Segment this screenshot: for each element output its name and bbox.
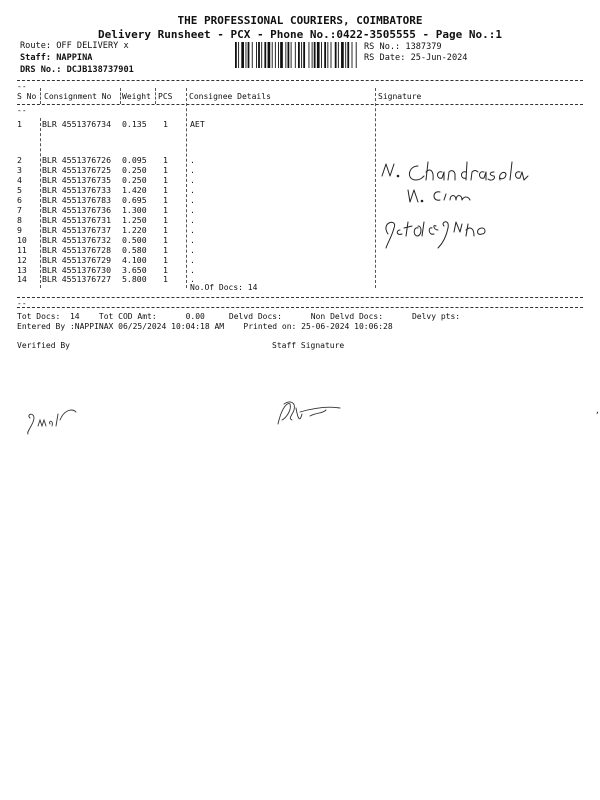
cell-weight: 0.250	[122, 175, 147, 185]
barcode-bar	[241, 42, 244, 68]
barcode-bar	[280, 42, 283, 68]
barcode-bar	[252, 42, 253, 68]
barcode-bar	[268, 42, 271, 68]
rs-number: RS No.: 1387379	[364, 42, 442, 52]
cell-consignee: .	[190, 175, 195, 185]
cell-consignment: BLR 4551376735	[42, 175, 112, 185]
cell-pcs: 1	[163, 265, 168, 275]
cell-pcs: 1	[163, 205, 168, 215]
cell-consignee: .	[190, 195, 195, 205]
barcode-bar	[288, 42, 290, 68]
barcode-bar	[246, 42, 247, 68]
handwritten-signature	[378, 118, 558, 275]
barcode-bar	[312, 42, 313, 68]
cell-consignment: BLR 4551376730	[42, 265, 112, 275]
barcode-bar	[338, 42, 339, 68]
divider-mark: --	[17, 299, 27, 308]
cell-weight: 0.135	[122, 119, 147, 129]
table-row	[17, 274, 583, 284]
cell-sno: 11	[17, 245, 27, 255]
totals-line: Tot Docs: 14 Tot COD Amt: 0.00 Delvd Docs: Non Delvd Docs: Delvy pts:	[17, 312, 461, 321]
cell-weight: 0.695	[122, 195, 147, 205]
barcode-bar	[275, 42, 276, 68]
cell-sno: 2	[17, 155, 22, 165]
barcode-bar	[278, 42, 279, 68]
col-consignee: Consignee Details	[189, 92, 271, 101]
staff-signature-label: Staff Signature	[272, 341, 345, 350]
cell-sno: 14	[17, 274, 27, 284]
cell-pcs: 1	[163, 119, 168, 129]
cell-consignee: .	[190, 265, 195, 275]
cell-weight: 1.300	[122, 205, 147, 215]
entered-by-line: Entered By :NAPPINAX 06/25/2024 10:04:18 AM Printed on: 25-06-2024 10:06:28	[17, 322, 393, 331]
cell-sno: 4	[17, 175, 22, 185]
cell-pcs: 1	[163, 195, 168, 205]
col-consignment: Consignment No	[44, 92, 112, 101]
barcode-bar	[324, 42, 326, 68]
cell-weight: 1.220	[122, 225, 147, 235]
cell-consignee: .	[190, 165, 195, 175]
edge-mark: ,	[595, 406, 600, 415]
cell-weight: 0.500	[122, 235, 147, 245]
cell-pcs: 1	[163, 185, 168, 195]
divider	[17, 307, 583, 308]
barcode	[234, 42, 359, 68]
barcode-bar	[272, 42, 273, 68]
route-label: Route: OFF DELIVERY x	[20, 41, 129, 51]
cell-weight: 4.100	[122, 255, 147, 265]
cell-pcs: 1	[163, 165, 168, 175]
cell-consignment: BLR 4551376731	[42, 215, 112, 225]
cell-consignment: BLR 4551376726	[42, 155, 112, 165]
cell-weight: 1.250	[122, 215, 147, 225]
cell-consignee: .	[190, 185, 195, 195]
runsheet-title: Delivery Runsheet - PCX - Phone No.:0422-3505555 - Page No.:1	[98, 28, 502, 41]
barcode-bar	[321, 42, 322, 68]
cell-consignment: BLR 4551376732	[42, 235, 112, 245]
cell-consignee: .	[190, 215, 195, 225]
cell-weight: 1.420	[122, 185, 147, 195]
cell-consignment: BLR 4551376737	[42, 225, 112, 235]
cell-consignee: .	[190, 255, 195, 265]
cell-weight: 0.580	[122, 245, 147, 255]
cell-weight: 0.095	[122, 155, 147, 165]
cell-sno: 13	[17, 265, 27, 275]
cell-consignee: .	[190, 274, 195, 284]
cell-weight: 3.650	[122, 265, 147, 275]
staff-signature	[270, 358, 350, 449]
cell-weight: 0.250	[122, 165, 147, 175]
cell-weight: 5.800	[122, 274, 147, 284]
cell-sno: 5	[17, 185, 22, 195]
cell-pcs: 1	[163, 255, 168, 265]
barcode-bar	[327, 42, 328, 68]
cell-sno: 9	[17, 225, 22, 235]
cell-sno: 8	[17, 215, 22, 225]
barcode-bar	[256, 42, 257, 68]
divider-mark: --	[17, 106, 27, 115]
barcode-bar	[345, 42, 346, 68]
barcode-bar	[301, 42, 302, 68]
barcode-bar	[317, 42, 320, 68]
barcode-bar	[347, 42, 349, 68]
cell-consignment: BLR 4551376736	[42, 205, 112, 215]
cell-consignment: BLR 4551376783	[42, 195, 112, 205]
cell-pcs: 1	[163, 225, 168, 235]
cell-consignment: BLR 4551376729	[42, 255, 112, 265]
verifier-signature	[24, 366, 84, 459]
cell-consignee: .	[190, 225, 195, 235]
cell-consignment: BLR 4551376728	[42, 245, 112, 255]
cell-consignment: BLR 4551376734	[42, 119, 112, 129]
col-weight: Weight	[122, 92, 151, 101]
cell-sno: 6	[17, 195, 22, 205]
cell-sno: 1	[17, 119, 22, 129]
cell-consignment: BLR 4551376725	[42, 165, 112, 175]
divider	[17, 80, 583, 81]
cell-pcs: 1	[163, 274, 168, 284]
divider	[17, 104, 583, 105]
cell-consignee: .	[190, 235, 195, 245]
barcode-bar	[309, 42, 310, 68]
staff-label: Staff: NAPPINA	[20, 53, 93, 63]
barcode-bar	[258, 42, 260, 68]
no-of-docs: No.Of Docs: 14	[190, 283, 258, 292]
divider-mark: --	[17, 82, 27, 91]
barcode-bar	[303, 42, 305, 68]
barcode-bar	[352, 42, 353, 68]
cell-pcs: 1	[163, 215, 168, 225]
verified-by-label: Verified By	[17, 341, 70, 350]
barcode-bar	[335, 42, 337, 68]
col-pcs: PCS	[158, 92, 173, 101]
rs-date: RS Date: 25-Jun-2024	[364, 53, 468, 63]
cell-pcs: 1	[163, 235, 168, 245]
cell-consignee: .	[190, 245, 195, 255]
cell-consignment: BLR 4551376727	[42, 274, 112, 284]
barcode-bar	[285, 42, 286, 68]
column-separator	[155, 88, 156, 104]
barcode-bar	[261, 42, 262, 68]
barcode-bar	[298, 42, 300, 68]
barcode-bar	[291, 42, 292, 68]
barcode-bar	[295, 42, 296, 68]
column-separator	[40, 88, 41, 104]
cell-consignment: BLR 4551376733	[42, 185, 112, 195]
company-name: THE PROFESSIONAL COURIERS, COIMBATORE	[177, 14, 423, 27]
cell-sno: 12	[17, 255, 27, 265]
barcode-bar	[331, 42, 332, 68]
cell-sno: 7	[17, 205, 22, 215]
barcode-bar	[235, 42, 237, 68]
barcode-bar	[341, 42, 344, 68]
cell-consignee: .	[190, 155, 195, 165]
barcode-bar	[238, 42, 239, 68]
barcode-bar	[314, 42, 316, 68]
cell-consignee: .	[190, 205, 195, 215]
column-separator	[120, 88, 121, 104]
cell-pcs: 1	[163, 175, 168, 185]
cell-pcs: 1	[163, 155, 168, 165]
drs-number: DRS No.: DCJB138737901	[20, 65, 134, 75]
divider	[17, 297, 583, 298]
cell-consignee: AET	[190, 119, 205, 129]
barcode-bar	[264, 42, 266, 68]
cell-pcs: 1	[163, 245, 168, 255]
cell-sno: 10	[17, 235, 27, 245]
cell-sno: 3	[17, 165, 22, 175]
barcode-bar	[248, 42, 250, 68]
col-sno: S No	[17, 92, 37, 101]
col-signature: Signature	[378, 92, 422, 101]
barcode-bar	[356, 42, 357, 68]
